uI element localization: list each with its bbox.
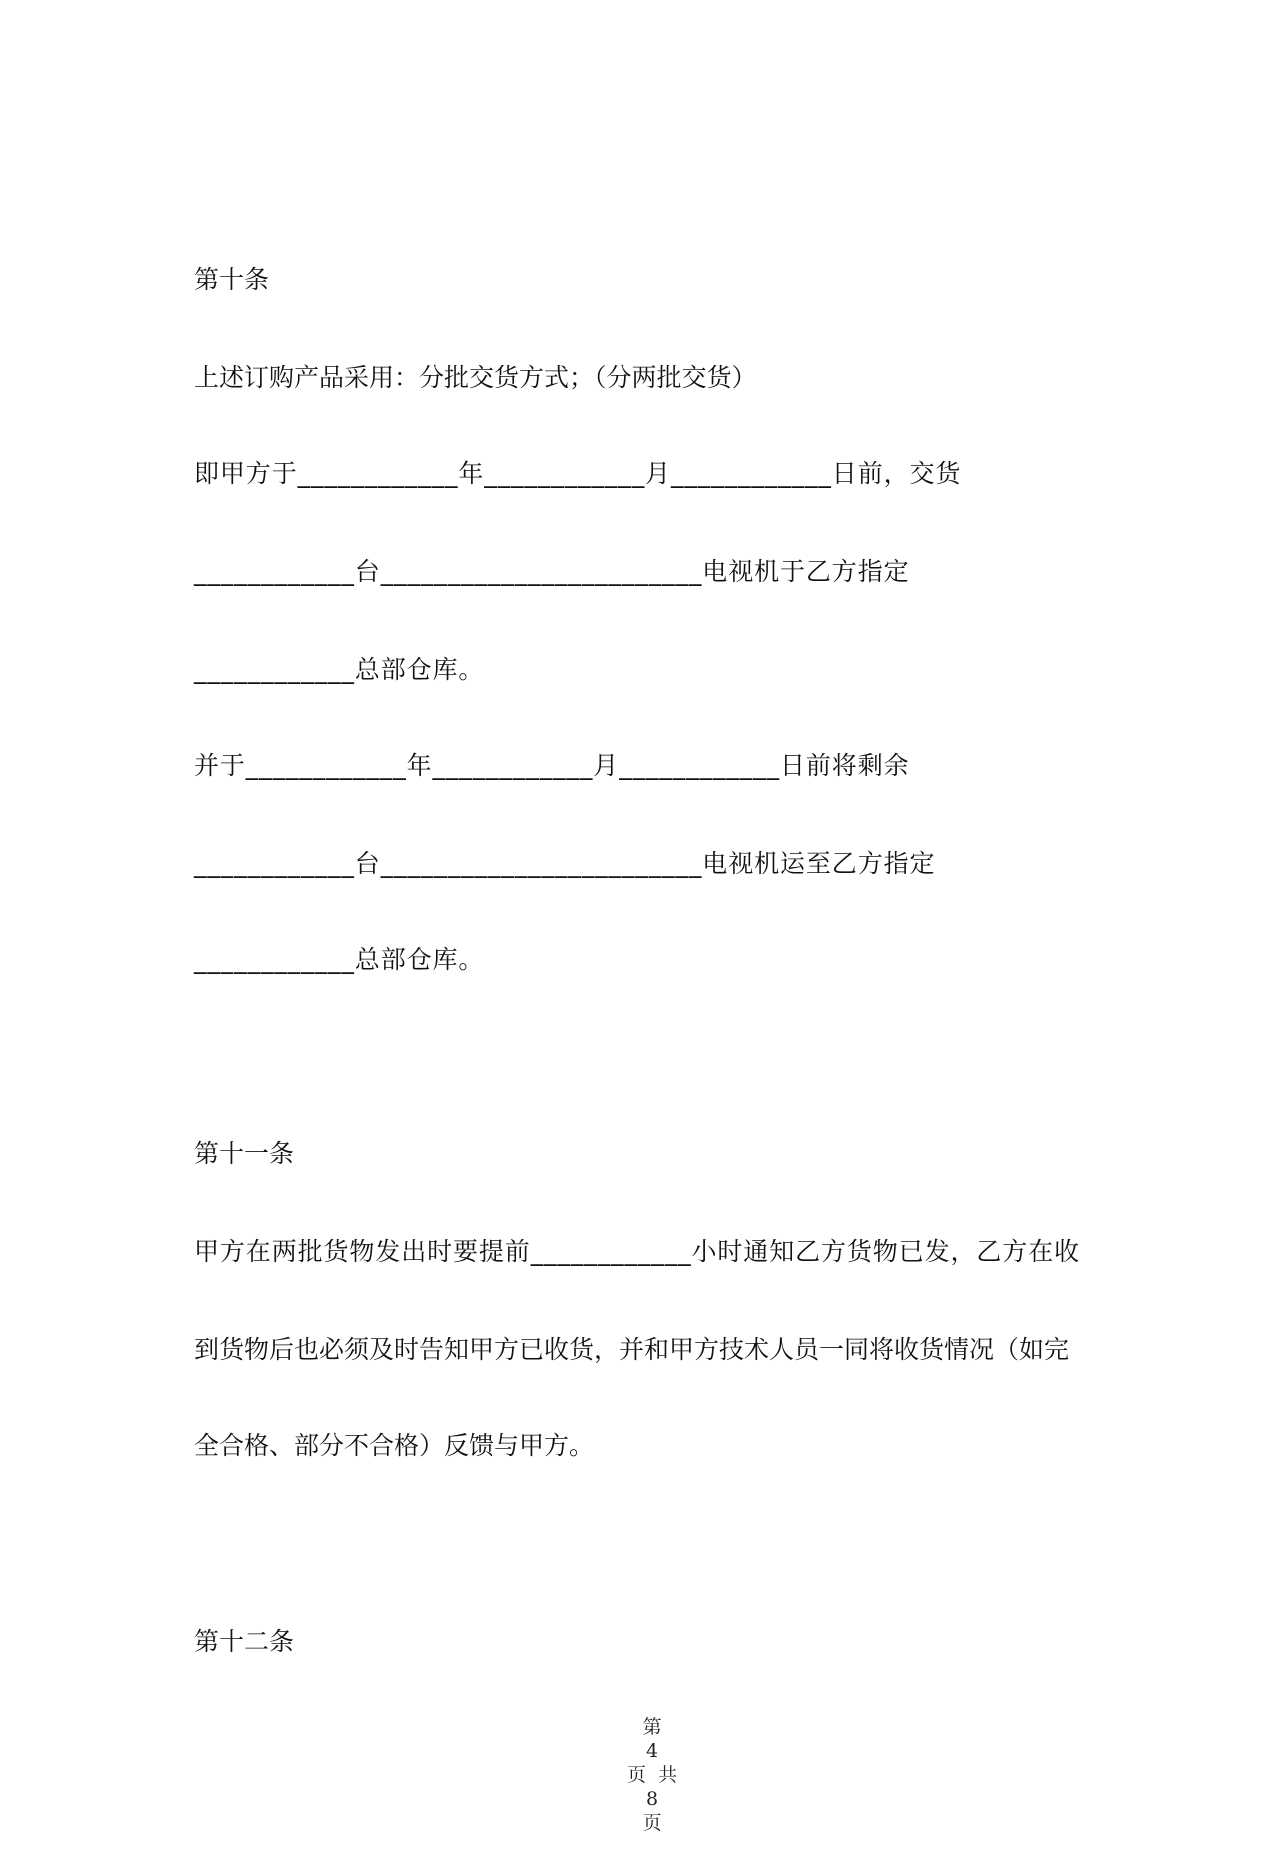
article-10-line-5: 并于____________年____________月____________日前将剩余 (194, 751, 910, 780)
article-11-line-2: 到货物后也必须及时告知甲方已收货，并和甲方技术人员一同将收货情况（如完 (194, 1335, 1070, 1364)
article-10-line-7: ____________总部仓库。 (194, 945, 485, 974)
article-10-line-6: ____________台________________________电视机运至乙方指定 (194, 849, 936, 878)
article-11-heading: 第十一条 (194, 1139, 295, 1168)
footer-prefix: 第 (642, 1716, 662, 1738)
article-12-heading: 第十二条 (194, 1627, 295, 1656)
article-10-line-2: 即甲方于____________年____________月____________日前，交货 (194, 459, 962, 488)
footer-current-page: 4 (646, 1740, 659, 1762)
page-footer (0, 1691, 1280, 1859)
article-10-line-3: ____________台________________________电视机于乙方指定 (194, 557, 910, 586)
footer-middle: 页 共 (627, 1764, 678, 1786)
article-11-line-3: 全合格、部分不合格）反馈与甲方。 (194, 1431, 595, 1460)
article-10-line-4: ____________总部仓库。 (194, 655, 485, 684)
footer-total-pages: 8 (646, 1788, 659, 1810)
article-10-line-1: 上述订购产品采用：分批交货方式；（分两批交货） (194, 363, 757, 392)
article-10-heading: 第十条 (194, 265, 270, 294)
article-11-line-1: 甲方在两批货物发出时要提前____________小时通知乙方货物已发，乙方在收 (194, 1237, 1081, 1266)
footer-suffix: 页 (642, 1812, 662, 1834)
